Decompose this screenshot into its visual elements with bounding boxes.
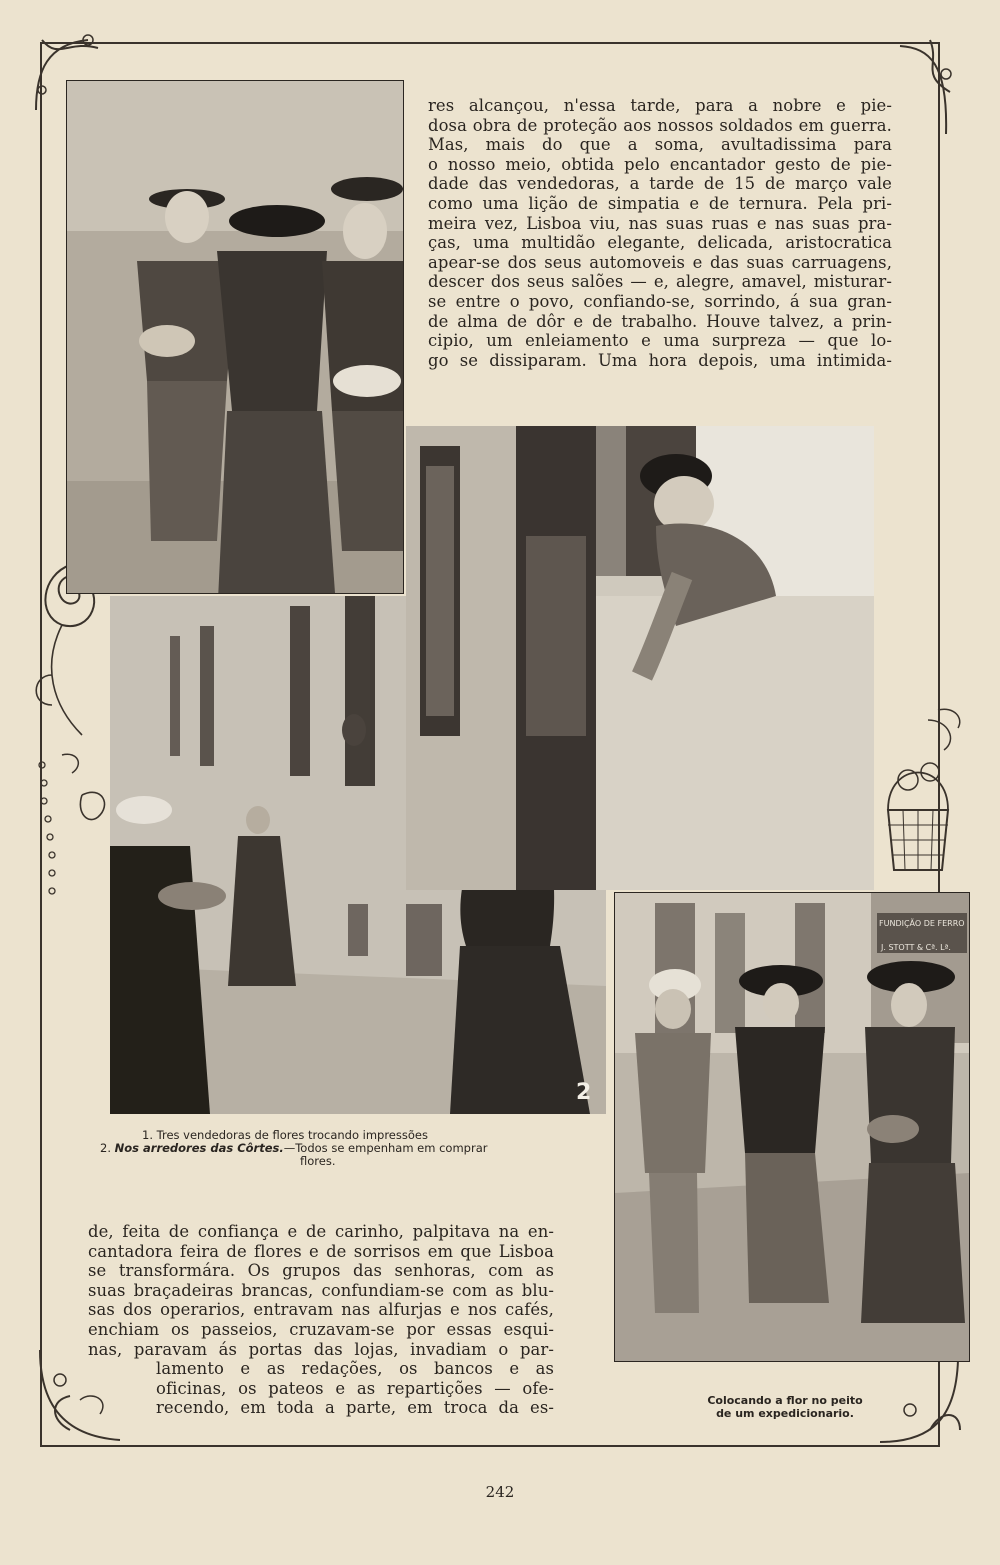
article-text-bottom-indented [156,1359,554,1418]
caption-2-number: 2. [100,1141,111,1155]
article-top-line: se entre o povo, confiando-se, sorrindo, á sua gran- [428,291,892,311]
photo-woman-leaning-from-window [406,426,874,890]
article-top-line: res alcançou, n'essa tarde, para a nobre e pie- [428,96,892,115]
page-number: 242 [485,1483,515,1501]
article-bottom-line: de, feita de confiança e de carinho, palpitava na en- [88,1222,554,1241]
article-top-line: go se dissiparam. Uma hora depois, uma intimida- [428,350,892,370]
photo-number-2: 2 [576,1080,592,1105]
article-bottom-line: suas braçadeiras brancas, confundiam-se com as blu- [88,1280,554,1300]
caption-2-title: Nos arredores das Côrtes. [114,1141,284,1155]
article-indented-line: lamento e as redações, os bancos e as [156,1359,554,1378]
shop-sign-text-2: J. STOTT & Cª. Lª. [881,943,951,952]
article-bottom-line: cantadora feira de flores e de sorrisos em que Lisboa [88,1241,554,1261]
caption-3-line1: Colocando a flor no peito [707,1394,863,1407]
shop-sign-text-1: FUNDIÇÃO DE FERRO [879,919,965,928]
article-top-line: como uma lição de simpatia e de ternura. Pela pri- [428,193,892,213]
caption-photo-3 [620,1394,950,1420]
article-top-line: de alma de dôr e de trabalho. Houve talvez, a prin- [428,311,892,331]
article-text-top [428,96,892,370]
article-bottom-line: se transformára. Os grupos das senhoras, com as [88,1261,554,1281]
article-top-line: apear-se dos seus automoveis e das suas carruagens, [428,252,892,272]
article-top-line: meira vez, Lisboa viu, nas suas ruas e nas suas pra- [428,213,892,233]
article-top-line: dade das vendedoras, a tarde de 15 de março vale [428,174,892,194]
article-indented-line: recendo, em toda a parte, em troca da es- [156,1398,554,1418]
article-indented-line: oficinas, os pateos e as repartições — ofe- [156,1378,554,1398]
caption-3-line2: de um expedicionario. [716,1407,854,1420]
caption-photos-1-2 [100,1129,560,1168]
article-bottom-line: enchiam os passeios, cruzavam-se por essas esqui- [88,1319,554,1339]
photo-flower-on-soldier [614,892,970,1362]
article-top-line: ças, uma multidão elegante, delicada, aristocratica [428,233,892,253]
article-text-bottom [88,1222,554,1359]
article-bottom-line: sas dos operarios, entravam nas alfurjas e nos cafés, [88,1300,554,1320]
article-top-line: dosa obra de proteção aos nossos soldados em guerra. [428,115,892,135]
article-top-line: Mas, mais do que a soma, avultadissima para [428,135,892,155]
caption-1: 1. Tres vendedoras de flores trocando impressões [142,1128,428,1142]
article-bottom-line: nas, paravam ás portas das lojas, invadiam o par- [88,1339,554,1359]
caption-2-text: —Todos se empenham em comprar [283,1141,488,1155]
article-top-line: descer dos seus salões — e, alegre, amavel, misturar- [428,272,892,292]
art-nouveau-corner-ornament-top-right [890,34,960,144]
article-top-line: o nosso meio, obtida pelo encantador gesto de pie- [428,154,892,174]
article-top-line: cipio, um enleiamento e uma surpreza — que lo- [428,331,892,351]
rose-flower-ornament-left [22,555,118,935]
flower-basket-ornament-right [868,700,968,900]
caption-2-text-cont: flores. [300,1154,336,1168]
